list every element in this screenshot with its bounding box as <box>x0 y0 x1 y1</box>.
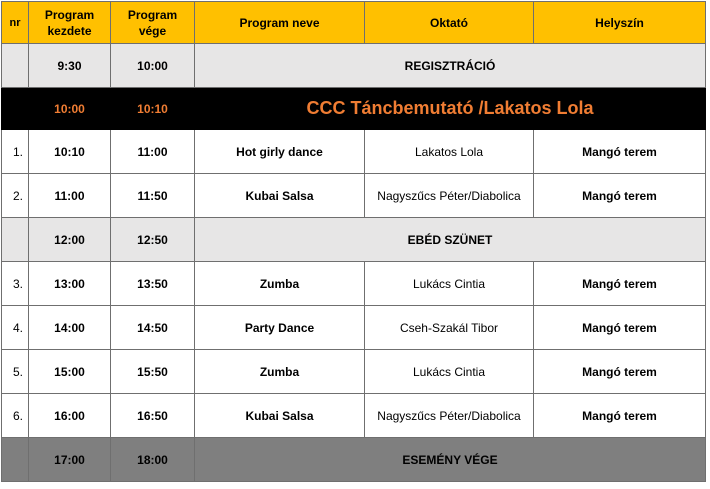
event-end-label: ESEMÉNY VÉGE <box>195 438 706 482</box>
event-end-nr <box>2 438 29 482</box>
header-start-line2: kezdete <box>47 23 92 38</box>
lunch-start: 12:00 <box>29 218 111 262</box>
row-start: 16:00 <box>29 394 111 438</box>
header-nr: nr <box>2 2 29 44</box>
row-end: 15:50 <box>111 350 195 394</box>
registration-row <box>2 44 706 88</box>
header-instructor: Oktató <box>365 2 534 44</box>
row-instructor: Nagyszűcs Péter/Diabolica <box>365 394 534 438</box>
row-end: 14:50 <box>111 306 195 350</box>
row-nr: 4. <box>2 306 29 350</box>
table-row <box>2 350 706 394</box>
row-program-name: Kubai Salsa <box>195 174 365 218</box>
event-end-row <box>2 438 706 482</box>
registration-start: 9:30 <box>29 44 111 88</box>
row-start: 14:00 <box>29 306 111 350</box>
header-start-line1: Program <box>44 7 95 22</box>
row-instructor: Lakatos Lola <box>365 130 534 174</box>
row-instructor: Lukács Cintia <box>365 262 534 306</box>
header-location: Helyszín <box>534 2 706 44</box>
row-start: 11:00 <box>29 174 111 218</box>
header-name: Program neve <box>195 2 365 44</box>
row-instructor: Cseh-Szakál Tibor <box>365 306 534 350</box>
row-location: Mangó terem <box>534 130 706 174</box>
table-row <box>2 306 706 350</box>
table-row <box>2 174 706 218</box>
row-instructor: Lukács Cintia <box>365 350 534 394</box>
row-nr: 6. <box>2 394 29 438</box>
lunch-end: 12:50 <box>111 218 195 262</box>
header-end <box>111 2 195 44</box>
row-program-name: Hot girly dance <box>195 130 365 174</box>
registration-end: 10:00 <box>111 44 195 88</box>
row-start: 13:00 <box>29 262 111 306</box>
row-program-name: Zumba <box>195 262 365 306</box>
row-location: Mangó terem <box>534 306 706 350</box>
show-start: 10:00 <box>29 88 111 130</box>
row-location: Mangó terem <box>534 350 706 394</box>
row-location: Mangó terem <box>534 174 706 218</box>
table-row <box>2 262 706 306</box>
row-start: 15:00 <box>29 350 111 394</box>
row-end: 11:50 <box>111 174 195 218</box>
show-nr <box>2 88 29 130</box>
row-end: 11:00 <box>111 130 195 174</box>
row-nr: 3. <box>2 262 29 306</box>
schedule-table <box>1 1 706 482</box>
header-end-line2: vége <box>138 23 167 38</box>
lunch-label: EBÉD SZÜNET <box>195 218 706 262</box>
table-row <box>2 130 706 174</box>
show-title: CCC Táncbemutató /Lakatos Lola <box>195 88 706 130</box>
row-instructor: Nagyszűcs Péter/Diabolica <box>365 174 534 218</box>
header-start <box>29 2 111 44</box>
row-nr: 1. <box>2 130 29 174</box>
event-end-start: 17:00 <box>29 438 111 482</box>
header-end-line1: Program <box>127 7 178 22</box>
row-nr: 5. <box>2 350 29 394</box>
row-program-name: Zumba <box>195 350 365 394</box>
registration-nr <box>2 44 29 88</box>
show-row <box>2 88 706 130</box>
row-nr: 2. <box>2 174 29 218</box>
row-location: Mangó terem <box>534 394 706 438</box>
row-end: 16:50 <box>111 394 195 438</box>
event-end-end: 18:00 <box>111 438 195 482</box>
row-end: 13:50 <box>111 262 195 306</box>
row-location: Mangó terem <box>534 262 706 306</box>
registration-label: REGISZTRÁCIÓ <box>195 44 706 88</box>
row-program-name: Kubai Salsa <box>195 394 365 438</box>
header-row <box>2 2 706 44</box>
row-program-name: Party Dance <box>195 306 365 350</box>
table-row <box>2 394 706 438</box>
lunch-row <box>2 218 706 262</box>
show-end: 10:10 <box>111 88 195 130</box>
lunch-nr <box>2 218 29 262</box>
row-start: 10:10 <box>29 130 111 174</box>
